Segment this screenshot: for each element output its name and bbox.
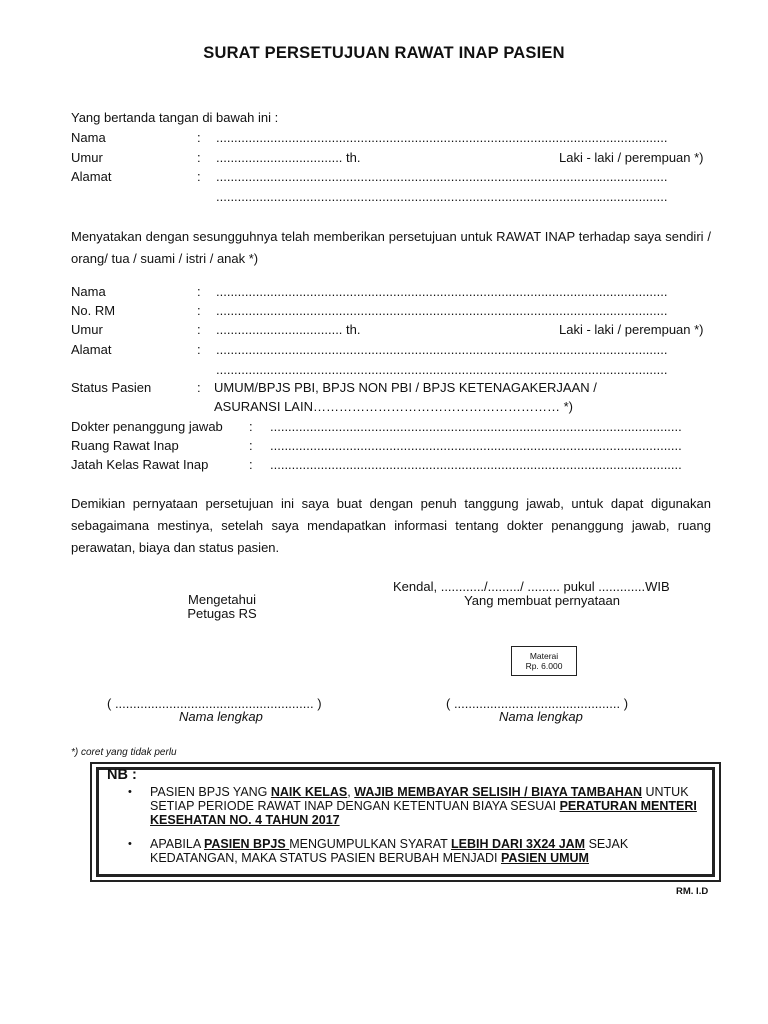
colon: : xyxy=(249,438,253,453)
colon: : xyxy=(249,419,253,434)
patient-age-field[interactable]: ................................... th. xyxy=(216,322,361,337)
colon: : xyxy=(197,342,201,357)
patient-gender-option[interactable]: Laki - laki / perempuan *) xyxy=(559,322,704,337)
intro-text: Yang bertanda tangan di bawah ini : xyxy=(71,110,279,125)
right-sign-title: Yang membuat pernyataan xyxy=(464,593,620,608)
patient-rm-label: No. RM xyxy=(71,303,116,318)
nb-title: NB : xyxy=(107,767,137,783)
nb-item-1: PASIEN BPJS YANG NAIK KELAS, WAJIB MEMBAYAR SELISIH / BIAYA TAMBAHAN UNTUK SETIAP PERIODE RAWAT INAP DENGAN KETENTUAN BIAYA SESUAI PERATURAN MENTERI KESEHATAN NO. 4 TAHUN 2017 xyxy=(150,785,697,827)
patient-status-options-2[interactable]: ASURANSI LAIN………………………………………………… *) xyxy=(214,399,573,414)
signer-address-label: Alamat xyxy=(71,169,112,184)
left-sign-title: Mengetahui xyxy=(188,592,256,607)
class-label: Jatah Kelas Rawat Inap xyxy=(71,457,209,472)
signer-age-field[interactable]: ................................... th. xyxy=(216,150,361,165)
patient-rm-field[interactable]: ............................................................................................................................. xyxy=(216,303,668,318)
colon: : xyxy=(197,150,201,165)
signer-age-label: Umur xyxy=(71,150,103,165)
footnote: *) coret yang tidak perlu xyxy=(71,747,177,758)
colon: : xyxy=(197,322,201,337)
bullet-icon: • xyxy=(128,838,132,850)
right-name-caption: Nama lengkap xyxy=(499,709,583,724)
stamp-duty-label: Materai xyxy=(529,651,559,661)
bullet-icon: • xyxy=(128,786,132,798)
signer-address-field-1[interactable]: ............................................................................................................................. xyxy=(216,169,668,184)
patient-status-options-1[interactable]: UMUM/BPJS PBI, BPJS NON PBI / BPJS KETENAGAKERJAAN / xyxy=(214,380,597,395)
ward-field[interactable]: .................................................................................................................. xyxy=(270,438,682,453)
patient-address-field-1[interactable]: ............................................................................................................................. xyxy=(216,342,668,357)
class-field[interactable]: .................................................................................................................. xyxy=(270,457,682,472)
colon: : xyxy=(197,284,201,299)
left-sign-role: Petugas RS xyxy=(187,606,257,621)
patient-status-label: Status Pasien xyxy=(71,380,152,395)
colon: : xyxy=(249,457,253,472)
ward-label: Ruang Rawat Inap xyxy=(71,438,179,453)
patient-name-field[interactable]: ............................................................................................................................. xyxy=(216,284,668,299)
stamp-duty-amount: Rp. 6.000 xyxy=(525,661,563,671)
patient-name-label: Nama xyxy=(71,284,106,299)
closing-paragraph: Demikian pernyataan persetujuan ini saya buat dengan penuh tanggung jawab, untuk dapat digunakan sebagaimana mestinya, setelah saya mendapatkan informasi tentang dokter penanggung jawab, ruang perawatan, biaya dan status pasien. xyxy=(71,496,711,555)
nb-item-2: APABILA PASIEN BPJS MENGUMPULKAN SYARAT LEBIH DARI 3X24 JAM SEJAK KEDATANGAN, MAKA STATUS PASIEN BERUBAH MENJADI PASIEN UMUM xyxy=(150,837,629,865)
patient-age-label: Umur xyxy=(71,322,103,337)
consent-statement: Menyatakan dengan sesungguhnya telah memberikan persetujuan untuk RAWAT INAP terhadap saya sendiri / orang/ tua / suami / istri / anak *) xyxy=(71,229,711,266)
place-date-field[interactable]: Kendal, ............/........./ ......... pukul .............WIB xyxy=(393,579,670,594)
colon: : xyxy=(197,380,201,395)
signer-gender-option[interactable]: Laki - laki / perempuan *) xyxy=(559,150,704,165)
patient-address-field-2[interactable]: ............................................................................................................................. xyxy=(216,362,668,377)
signer-name-label: Nama xyxy=(71,130,106,145)
patient-address-label: Alamat xyxy=(71,342,112,357)
left-signature-line[interactable]: ( ....................................................... ) xyxy=(107,696,322,711)
signer-name-field[interactable]: ............................................................................................................................. xyxy=(216,130,668,145)
doctor-field[interactable]: .................................................................................................................. xyxy=(270,419,682,434)
colon: : xyxy=(197,130,201,145)
stamp-duty-box xyxy=(511,646,577,676)
colon: : xyxy=(197,303,201,318)
form-code: RM. I.D xyxy=(676,886,709,897)
document-title: SURAT PERSETUJUAN RAWAT INAP PASIEN xyxy=(203,44,565,62)
doctor-label: Dokter penanggung jawab xyxy=(71,419,223,434)
left-name-caption: Nama lengkap xyxy=(179,709,263,724)
colon: : xyxy=(197,169,201,184)
right-signature-line[interactable]: ( .............................................. ) xyxy=(446,696,629,711)
signer-address-field-2[interactable]: ............................................................................................................................. xyxy=(216,189,668,204)
